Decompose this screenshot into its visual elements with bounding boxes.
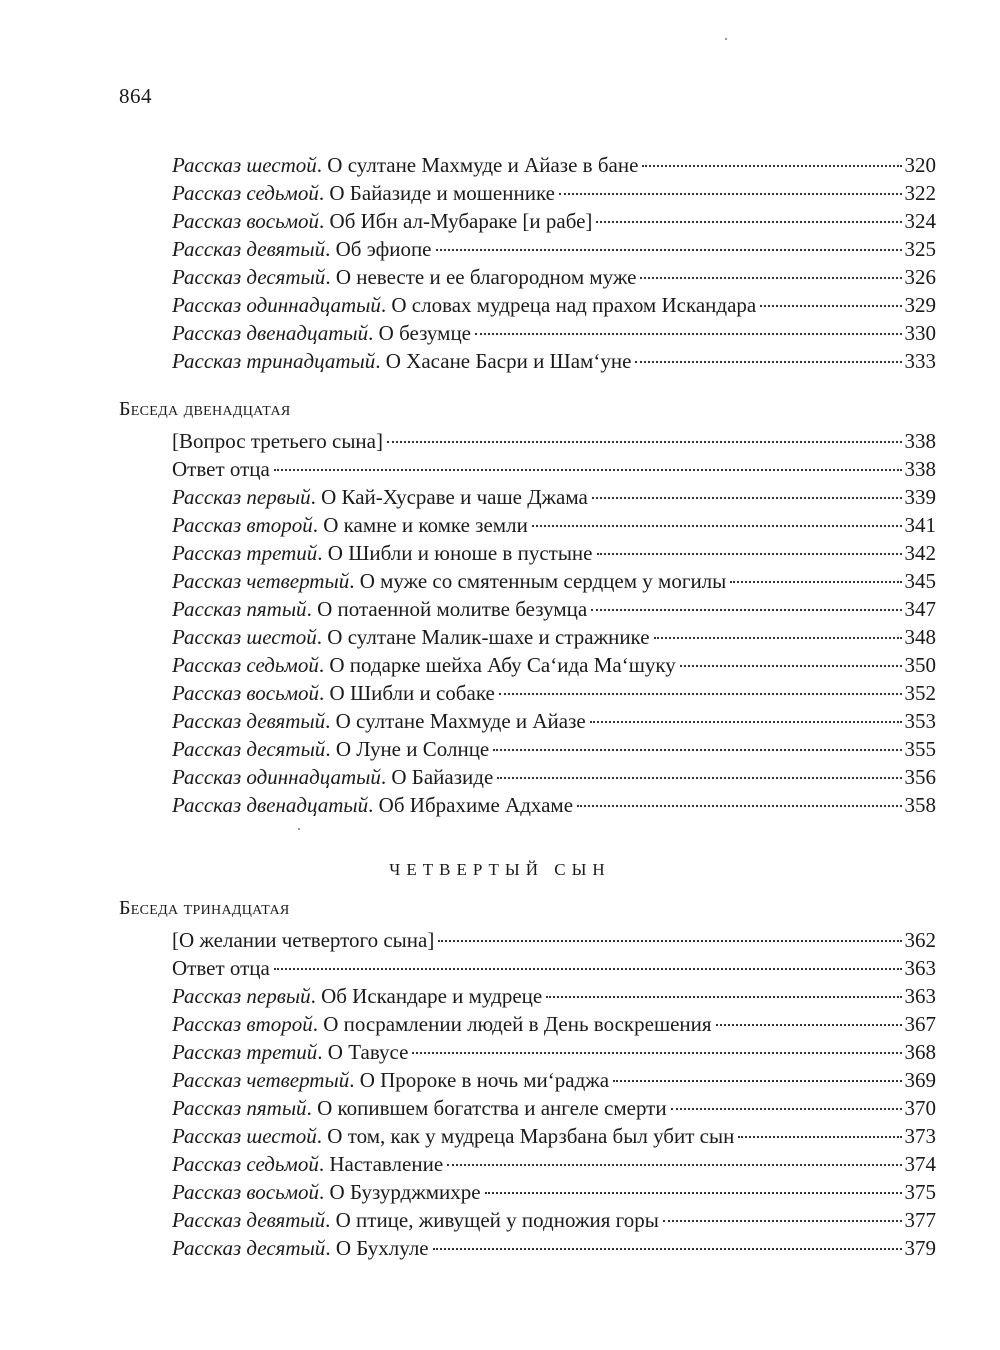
toc-group-section-12 <box>0 427 1000 819</box>
toc-entry-text <box>172 623 650 651</box>
dot-leader <box>663 1220 902 1222</box>
story-title: Об Искандаре и мудреце <box>321 984 543 1008</box>
toc-entry <box>172 179 936 207</box>
dot-leader <box>546 996 901 998</box>
story-title: О копившем богатства и ангеле смерти <box>317 1096 667 1120</box>
dot-leader <box>436 249 902 251</box>
label-separator: . <box>318 181 330 205</box>
toc-entry-text <box>172 291 756 319</box>
dot-leader <box>730 581 901 583</box>
dot-leader <box>597 553 902 555</box>
dot-leader <box>640 277 901 279</box>
dot-leader <box>654 637 902 639</box>
page-ref: 373 <box>904 1124 936 1148</box>
story-title: О птице, живущей у подножия горы <box>335 1208 659 1232</box>
toc-entry <box>172 1178 936 1206</box>
toc-entry-text <box>172 1038 408 1066</box>
dot-leader <box>559 193 902 195</box>
page-ref: 341 <box>904 513 936 537</box>
story-title: О Хасане Басри и Шамʻуне <box>385 349 632 373</box>
toc-entry <box>172 651 936 679</box>
dot-leader <box>532 525 902 527</box>
toc-entry <box>172 1234 936 1262</box>
dot-leader <box>577 805 901 807</box>
page-ref: 350 <box>904 653 936 677</box>
dot-leader <box>387 441 902 443</box>
toc-entry-text <box>172 926 434 954</box>
toc-entry <box>172 567 936 595</box>
label-separator: . <box>325 1208 336 1232</box>
story-label: Рассказ шестой <box>172 1124 317 1148</box>
toc-entry <box>172 151 936 179</box>
story-label: Рассказ пятый <box>172 1096 307 1120</box>
label-separator: . <box>349 569 360 593</box>
story-label: Рассказ десятый <box>172 265 326 289</box>
toc-entry-text <box>172 651 676 679</box>
toc-entry <box>172 763 936 791</box>
page-ref: 338 <box>904 429 936 453</box>
page-ref: 325 <box>904 237 936 261</box>
page-ref: 368 <box>904 1040 936 1064</box>
story-label: Рассказ третий <box>172 541 318 565</box>
story-label: Рассказ седьмой <box>172 181 319 205</box>
story-label: Рассказ седьмой <box>172 1152 319 1176</box>
story-title: О султане Махмуде и Айазе в бане <box>327 153 639 177</box>
label-separator: . <box>368 793 379 817</box>
toc-entry-text <box>172 791 573 819</box>
toc-entry <box>172 954 936 982</box>
dot-leader <box>274 469 902 471</box>
toc-entries <box>0 151 1000 375</box>
toc-entry-text <box>172 319 471 347</box>
toc-entry <box>172 1094 936 1122</box>
dot-leader <box>635 361 901 363</box>
label-separator: . <box>325 737 336 761</box>
story-title: О потаенной молитве безумца <box>317 597 588 621</box>
page-ref: 358 <box>904 793 936 817</box>
toc-entry-text <box>172 1206 659 1234</box>
story-title: О султане Малик-шахе и стражнике <box>327 625 650 649</box>
dot-leader <box>591 609 901 611</box>
page-ref: 363 <box>904 984 936 1008</box>
page-ref: 339 <box>904 485 936 509</box>
toc-entry <box>172 623 936 651</box>
toc-entry <box>172 1010 936 1038</box>
dot-leader <box>738 1136 901 1138</box>
toc-entry-text <box>172 763 493 791</box>
label-separator: . <box>380 765 392 789</box>
toc-entry-text <box>172 735 489 763</box>
page-ref: 377 <box>904 1208 936 1232</box>
label-separator: . <box>310 984 322 1008</box>
toc-entry <box>172 291 936 319</box>
dot-leader <box>590 721 902 723</box>
dot-leader <box>447 1164 901 1166</box>
label-separator: . <box>312 1012 324 1036</box>
story-title: Наставление <box>329 1152 444 1176</box>
toc-entry <box>172 483 936 511</box>
story-title: О Шибли и юноше в пустыне <box>327 541 593 565</box>
page-ref: 352 <box>904 681 936 705</box>
story-label: Рассказ шестой <box>172 153 317 177</box>
toc-group-continued <box>0 151 1000 375</box>
label-separator: . <box>316 625 328 649</box>
dot-leader <box>716 1024 902 1026</box>
story-title: О султане Махмуде и Айазе <box>335 709 586 733</box>
part-heading: ЧЕТВЕРТЫЙ СЫН <box>389 860 611 879</box>
story-title: О словах мудреца над прахом Искандара <box>391 293 757 317</box>
toc-entry-text <box>172 679 495 707</box>
story-title: О том, как у мудреца Марзбана был убит сын <box>327 1124 735 1148</box>
dot-leader <box>596 221 901 223</box>
story-label: Рассказ девятый <box>172 709 326 733</box>
label-separator: . <box>310 485 322 509</box>
page-ref: 375 <box>904 1180 936 1204</box>
story-title: О муже со смятенным сердцем у могилы <box>359 569 727 593</box>
story-title: О посрамлении людей в День воскрешения <box>323 1012 712 1036</box>
page-ref: 326 <box>904 265 936 289</box>
page-ref: 353 <box>904 709 936 733</box>
toc-entry <box>172 735 936 763</box>
story-label: Рассказ двенадцатый <box>172 321 369 345</box>
toc-entry-text <box>172 1234 429 1262</box>
story-label: Рассказ восьмой <box>172 209 320 233</box>
story-label: Рассказ седьмой <box>172 653 319 677</box>
story-label: Рассказ четвертый <box>172 1068 350 1092</box>
story-title: О подарке шейха Абу Саʻида Маʻшуку <box>329 653 676 677</box>
dot-leader <box>485 1192 902 1194</box>
label-separator: . <box>316 1124 328 1148</box>
dot-leader <box>493 749 901 751</box>
label-separator: . <box>325 237 336 261</box>
story-label: Рассказ десятый <box>172 1236 326 1260</box>
toc-entry-text <box>172 455 270 483</box>
dot-leader <box>671 1108 902 1110</box>
page-ref: 329 <box>904 293 936 317</box>
dot-leader <box>475 333 902 335</box>
page-ref: 324 <box>904 209 936 233</box>
dot-leader <box>613 1080 901 1082</box>
label-separator: . <box>325 709 336 733</box>
story-title: Об Ибн ал-Мубараке [и рабе] <box>329 209 593 233</box>
story-label: Рассказ пятый <box>172 597 307 621</box>
story-label: Рассказ первый <box>172 485 311 509</box>
label-separator: . <box>349 1068 360 1092</box>
section-heading-12: Беседа двенадцатая <box>119 398 291 420</box>
story-label: Рассказ третий <box>172 1040 318 1064</box>
toc-entry-text <box>172 1010 712 1038</box>
label-separator: . <box>312 513 324 537</box>
toc-entry <box>172 235 936 263</box>
page-ref: 355 <box>904 737 936 761</box>
story-label: Рассказ восьмой <box>172 681 320 705</box>
story-title: О невесте и ее благородном муже <box>335 265 637 289</box>
toc-entry <box>172 926 936 954</box>
toc-entry-text <box>172 427 383 455</box>
label-separator: . <box>319 1180 330 1204</box>
story-label: Рассказ второй <box>172 1012 313 1036</box>
story-label: Рассказ одиннадцатый <box>172 765 381 789</box>
label-separator: . <box>319 209 330 233</box>
toc-entry-text <box>172 207 592 235</box>
page-ref: 370 <box>904 1096 936 1120</box>
page-ref: 322 <box>904 181 936 205</box>
dot-leader <box>412 1052 901 1054</box>
label-separator: . <box>380 293 392 317</box>
story-label: Рассказ девятый <box>172 1208 326 1232</box>
label-separator: . <box>319 681 330 705</box>
story-title: О Пророке в ночь миʻраджа <box>359 1068 610 1092</box>
story-label: Рассказ девятый <box>172 237 326 261</box>
story-label: Рассказ четвертый <box>172 569 350 593</box>
story-title: [Вопрос третьего сына] <box>172 429 383 453</box>
toc-entry <box>172 595 936 623</box>
toc-entry-text <box>172 1150 443 1178</box>
section-heading-13: Беседа тринадцатая <box>119 897 290 919</box>
dot-leader <box>274 968 902 970</box>
toc-entries <box>0 926 1000 1262</box>
toc-entry-text <box>172 1094 667 1122</box>
page-ref: 320 <box>904 153 936 177</box>
page-ref: 362 <box>904 928 936 952</box>
story-label: Рассказ одиннадцатый <box>172 293 381 317</box>
page-ref: 374 <box>904 1152 936 1176</box>
toc-entry-text <box>172 1122 734 1150</box>
toc-entry-text <box>172 1178 481 1206</box>
toc-entry <box>172 982 936 1010</box>
label-separator: . <box>306 597 318 621</box>
story-label: Рассказ десятый <box>172 737 326 761</box>
toc-entry <box>172 1150 936 1178</box>
toc-entry <box>172 1206 936 1234</box>
dot-leader <box>642 165 901 167</box>
toc-entry-text <box>172 483 588 511</box>
toc-entry-text <box>172 567 726 595</box>
paper-speck <box>298 828 300 830</box>
page-ref: 369 <box>904 1068 936 1092</box>
toc-entry <box>172 511 936 539</box>
story-title: О Байазиде и мошеннике <box>329 181 555 205</box>
story-title: О Бухлуле <box>335 1236 429 1260</box>
story-title: О Байазиде <box>391 765 494 789</box>
paper-speck <box>725 38 727 40</box>
dot-leader <box>592 497 902 499</box>
toc-entry-text <box>172 511 528 539</box>
story-title: О Шибли и собаке <box>329 681 495 705</box>
toc-group-section-13 <box>0 926 1000 1262</box>
label-separator: . <box>318 1152 330 1176</box>
label-separator: . <box>317 1040 328 1064</box>
story-title: О Бузурджмихре <box>329 1180 481 1204</box>
toc-entry <box>172 263 936 291</box>
toc-entry-text <box>172 982 542 1010</box>
page-ref: 367 <box>904 1012 936 1036</box>
story-title: О Тавусе <box>327 1040 409 1064</box>
story-title: О Кай-Хусраве и чаше Джама <box>321 485 588 509</box>
story-title: [О желании четвертого сына] <box>172 928 435 952</box>
page-ref: 356 <box>904 765 936 789</box>
page-ref: 348 <box>904 625 936 649</box>
toc-entry-text <box>172 954 270 982</box>
page-ref: 345 <box>904 569 936 593</box>
dot-leader <box>438 940 901 942</box>
label-separator: . <box>375 349 386 373</box>
toc-entry-text <box>172 347 631 375</box>
story-title: Ответ отца <box>172 457 270 481</box>
story-label: Рассказ восьмой <box>172 1180 320 1204</box>
toc-entry <box>172 319 936 347</box>
toc-entry-text <box>172 707 586 735</box>
toc-entry <box>172 679 936 707</box>
toc-entry <box>172 1066 936 1094</box>
toc-entry-text <box>172 179 555 207</box>
story-label: Рассказ второй <box>172 513 313 537</box>
story-title: Об Ибрахиме Адхаме <box>378 793 574 817</box>
label-separator: . <box>317 541 328 565</box>
toc-entry-text <box>172 1066 609 1094</box>
page-ref: 333 <box>904 349 936 373</box>
story-label: Рассказ шестой <box>172 625 317 649</box>
label-separator: . <box>316 153 328 177</box>
page-ref: 347 <box>904 597 936 621</box>
dot-leader <box>499 693 902 695</box>
story-label: Рассказ первый <box>172 984 311 1008</box>
label-separator: . <box>368 321 379 345</box>
dot-leader <box>433 1248 902 1250</box>
toc-entry <box>172 347 936 375</box>
label-separator: . <box>325 265 336 289</box>
dot-leader <box>760 305 901 307</box>
story-title: О камне и комке земли <box>323 513 528 537</box>
label-separator: . <box>325 1236 336 1260</box>
story-label: Рассказ двенадцатый <box>172 793 369 817</box>
dot-leader <box>680 665 902 667</box>
page-ref: 342 <box>904 541 936 565</box>
toc-entry <box>172 1122 936 1150</box>
story-title: Ответ отца <box>172 956 270 980</box>
label-separator: . <box>306 1096 318 1120</box>
page-ref: 379 <box>904 1236 936 1260</box>
toc-entry <box>172 427 936 455</box>
page-number: 864 <box>119 84 152 108</box>
toc-entry-text <box>172 151 638 179</box>
toc-entry-text <box>172 539 593 567</box>
toc-entry <box>172 455 936 483</box>
toc-entries <box>0 427 1000 819</box>
toc-entry <box>172 707 936 735</box>
toc-entry-text <box>172 235 432 263</box>
toc-entry <box>172 539 936 567</box>
label-separator: . <box>318 653 330 677</box>
page-ref: 363 <box>904 956 936 980</box>
toc-entry <box>172 207 936 235</box>
page-ref: 330 <box>904 321 936 345</box>
page-ref: 338 <box>904 457 936 481</box>
story-title: О безумце <box>378 321 471 345</box>
toc-entry <box>172 791 936 819</box>
toc-entry <box>172 1038 936 1066</box>
toc-entry-text <box>172 595 587 623</box>
dot-leader <box>497 777 901 779</box>
story-title: О Луне и Солнце <box>335 737 490 761</box>
toc-entry-text <box>172 263 636 291</box>
story-title: Об эфиопе <box>335 237 432 261</box>
story-label: Рассказ тринадцатый <box>172 349 376 373</box>
